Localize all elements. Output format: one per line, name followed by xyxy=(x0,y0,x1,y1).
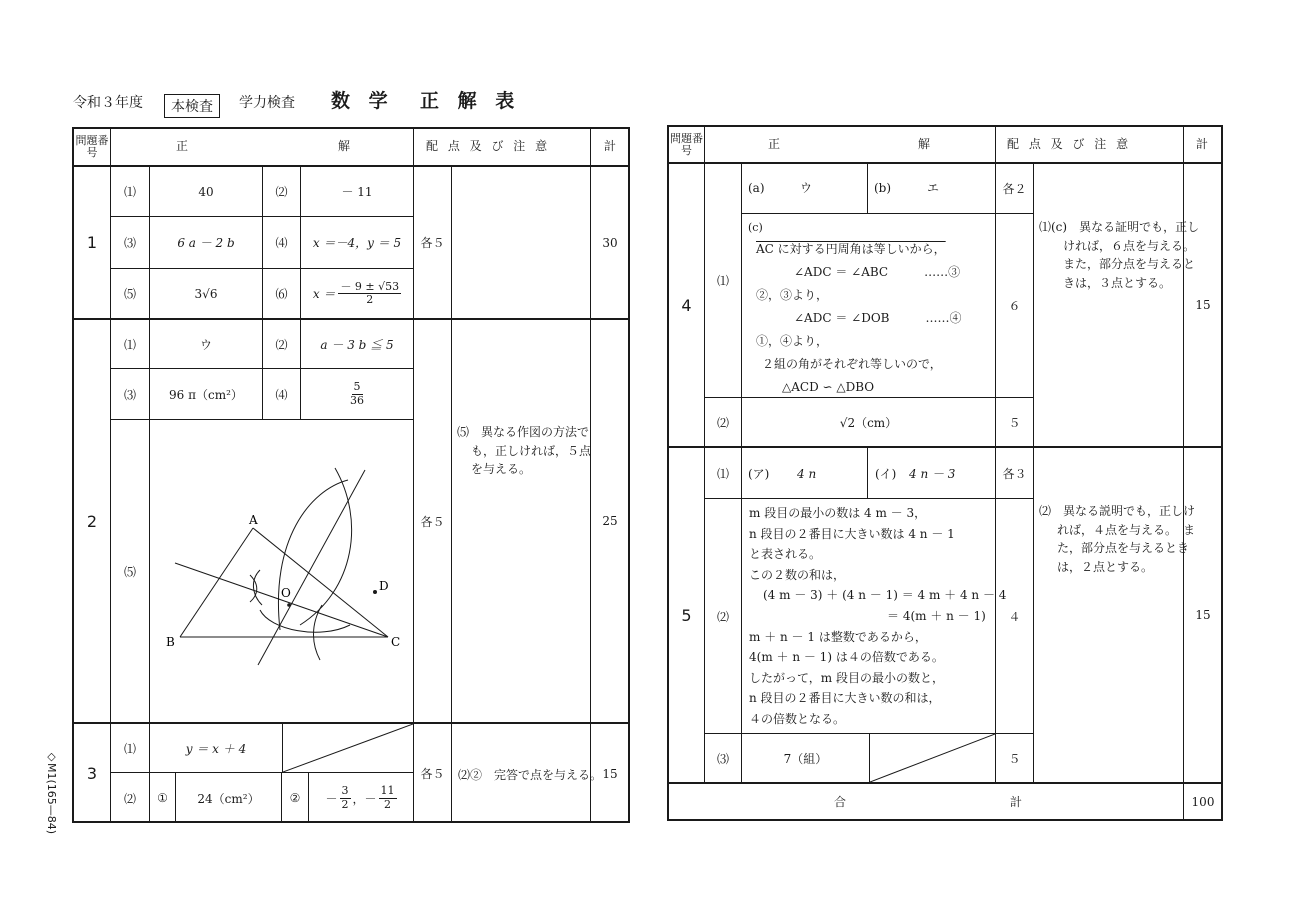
q2-2-answer: a － 3 b ≦ 5 xyxy=(320,337,394,352)
q4-1-label: ⑴ xyxy=(716,274,729,288)
q4-2-label: ⑵ xyxy=(716,415,729,430)
q3-note: ⑵② 完答で点を与える。 xyxy=(458,768,603,782)
q1-4-answer: x ＝－4，y ＝ 5 xyxy=(312,236,402,250)
exam-year: 令和３年度 xyxy=(73,95,143,111)
exam-type-box: 本検査 xyxy=(164,94,220,118)
q2-4-answer xyxy=(301,369,413,419)
q5-proof-line-6: ＝ 4(m ＋ n － 1) xyxy=(887,608,986,623)
q2-2-label: ⑵ xyxy=(275,337,288,352)
q3-1-answer: y ＝ x ＋ 4 xyxy=(185,741,247,756)
q5-proof-line-11: ４の倍数となる。 xyxy=(749,711,846,726)
q4-proof-line-4: ∠ADC ＝ ∠DOB ……④ xyxy=(794,311,962,325)
q2-1-label: ⑴ xyxy=(123,337,136,352)
q1-2-label: ⑵ xyxy=(275,185,288,199)
arc-small-2 xyxy=(253,570,262,605)
q1-6-prefix: x ＝ xyxy=(312,287,336,301)
q2-1-answer: ウ xyxy=(199,337,212,352)
q3-2-1-answer: 24（cm²） xyxy=(197,791,260,806)
q4-proof-line-6: ２組の角がそれぞれ等しいので， xyxy=(762,357,942,371)
q1-6-denominator: 2 xyxy=(366,293,374,306)
label-c: C xyxy=(391,635,401,649)
header-total-right: 計 xyxy=(1196,137,1209,151)
sum-label-left: 合 xyxy=(834,795,847,809)
q3-number: 3 xyxy=(86,764,98,783)
q1-1-label: ⑴ xyxy=(123,185,136,199)
header-points: 配 点 及 び 注 意 xyxy=(426,139,551,153)
q2-note: ⑸ 異なる作図の方法でも，正しければ，５点を与える。 xyxy=(457,425,592,477)
q4-proof-line-2: ∠ADC ＝ ∠ABC ……③ xyxy=(794,265,961,279)
q5-proof-line-8: 4(m ＋ n － 1) は４の倍数である。 xyxy=(749,650,944,665)
q5-1b-label: (イ) xyxy=(875,467,897,481)
q4-1c-points: ６ xyxy=(1008,299,1021,313)
q2-4-numerator: 5 xyxy=(353,380,361,394)
q3-frac2-den: 2 xyxy=(384,797,392,811)
q5-2-points: ４ xyxy=(1008,609,1021,624)
answer-sheet-title: 正 解 表 xyxy=(420,90,521,112)
q5-number: 5 xyxy=(681,605,692,625)
q4-1b-answer: エ xyxy=(927,181,940,195)
q1-1-answer: 40 xyxy=(198,184,214,199)
header-points-right: 配 点 及 び 注 意 xyxy=(1007,137,1132,151)
header-number: 問題番号 xyxy=(75,134,109,159)
q1-points: 各５ xyxy=(420,236,445,250)
header-total: 計 xyxy=(604,139,617,153)
q3-diagonal-slash xyxy=(283,724,413,772)
q1-5-label: ⑸ xyxy=(123,287,136,301)
q5-proof-line-5: (4 m － 3) ＋ (4 n － 1) ＝ 4 m ＋ 4 n － 4 xyxy=(763,588,1007,603)
header-answer-left: 正 xyxy=(176,139,189,153)
q4-2-answer: √2（cm） xyxy=(839,415,898,430)
q5-1-points: 各３ xyxy=(1002,466,1027,481)
header-answer-right-right: 解 xyxy=(918,137,931,151)
q4-proof-line-5: ①，④より， xyxy=(756,334,829,348)
q5-proof-line-2: n 段目の２番目に大きい数は 4 n － 1 xyxy=(749,526,955,541)
q3-1-label: ⑴ xyxy=(123,741,136,756)
subject-title: 数 学 xyxy=(331,90,394,112)
q5-3-answer: 7（組） xyxy=(783,751,828,766)
q4-1c-label: (c) xyxy=(748,221,763,234)
arc-left xyxy=(278,480,348,630)
q2-number: 2 xyxy=(86,511,98,531)
side-code: ◇M1(165—84) xyxy=(45,750,58,835)
q5-note: ⑵ 異なる説明でも，正しければ，４点を与える。 また，部分点を与えるときは，２点とする。 xyxy=(1039,504,1196,574)
q2-4-denominator: 36 xyxy=(350,393,364,407)
point-o xyxy=(287,603,291,607)
header-answer-left-right: 正 xyxy=(768,137,781,151)
q4-total: 15 xyxy=(1195,298,1211,312)
q4-2-points: ５ xyxy=(1008,415,1021,430)
label-d: D xyxy=(379,579,389,593)
q1-2-answer: － 11 xyxy=(341,185,373,199)
q5-3-label: ⑶ xyxy=(716,751,729,766)
side-ab xyxy=(180,528,253,637)
side-ac xyxy=(253,528,388,637)
q5-proof-line-3: と表される。 xyxy=(749,547,822,562)
perpendicular-bisector-line xyxy=(258,470,365,665)
q2-3-label: ⑶ xyxy=(123,387,136,402)
q5-diagonal-slash xyxy=(870,734,995,782)
q4-proof-line-1: AC に対する円周角は等しいから， xyxy=(756,242,946,256)
q5-3-points: ５ xyxy=(1008,751,1021,766)
q4-proof-line-3: ②，③より， xyxy=(756,288,829,302)
q3-2-label: ⑵ xyxy=(123,791,136,806)
q1-4-label: ⑷ xyxy=(275,236,288,250)
q1-6-answer xyxy=(301,269,413,318)
q5-2-label: ⑵ xyxy=(716,609,729,624)
q3-2-2-answer: － $\frac{3}{2}$ ，－ $\frac{11}{2}$ xyxy=(325,784,395,811)
exam-label: 学力検査 xyxy=(239,95,295,111)
q4-1a-answer: ウ xyxy=(800,181,813,195)
sum-label-right: 計 xyxy=(1010,795,1023,809)
q5-proof-line-9: したがって，m 段目の最小の数と， xyxy=(749,670,944,685)
q4-note: ⑴(c) 異なる証明でも，正しければ，６点を与える。 また，部分点を与えるときは，３点とする。 xyxy=(1039,220,1202,290)
q5-proof-line-1: m 段目の最小の数は 4 m － 3， xyxy=(749,506,927,520)
q5-1-label: ⑴ xyxy=(716,466,729,481)
construction-figure xyxy=(150,420,413,722)
label-a: A xyxy=(249,513,258,527)
q3-2-1-label: ① xyxy=(157,791,168,805)
q3-points: 各５ xyxy=(420,767,445,781)
q2-5-label: ⑸ xyxy=(123,564,136,579)
q2-points: 各５ xyxy=(420,514,445,529)
q1-5-answer: 3√6 xyxy=(194,286,218,301)
q1-number: 1 xyxy=(86,233,98,252)
grand-total: 100 xyxy=(1191,795,1215,809)
q5-1b-answer: 4 n － 3 xyxy=(909,467,956,481)
q2-4-label: ⑷ xyxy=(275,387,288,402)
q4-1ab-points: 各２ xyxy=(1002,182,1027,196)
point-d xyxy=(373,590,377,594)
q3-total: 15 xyxy=(602,766,618,781)
q2-3-answer: 96 π（cm²） xyxy=(169,387,243,402)
q2-total: 25 xyxy=(602,514,618,528)
q1-6-numerator: － 9 ± √53 xyxy=(340,279,400,293)
q5-proof xyxy=(749,503,1006,730)
q1-6-label: ⑹ xyxy=(275,287,288,301)
q3-2-2-label: ② xyxy=(289,791,301,805)
q1-total: 30 xyxy=(602,235,618,250)
q4-proof xyxy=(756,238,962,399)
header-number-right: 問題番号 xyxy=(670,131,703,157)
header-answer-right: 解 xyxy=(338,139,351,153)
q4-number: 4 xyxy=(681,295,692,315)
q5-proof-line-4: この２数の和は， xyxy=(749,567,846,582)
q5-1a-answer: 4 n xyxy=(797,467,817,481)
q1-3-answer: 6 a － 2 b xyxy=(177,236,235,250)
q4-proof-line-7: △ACD ∽ △DBO xyxy=(782,380,875,394)
q3-frac2-num: 11 xyxy=(380,784,395,798)
q4-1a-label: (a) xyxy=(748,181,765,195)
q1-3-label: ⑶ xyxy=(123,236,136,250)
q5-total: 15 xyxy=(1195,608,1211,622)
q5-1a-label: (ア) xyxy=(748,467,770,481)
q4-1b-label: (b) xyxy=(874,181,892,195)
label-b: B xyxy=(166,635,175,649)
q5-proof-line-7: m ＋ n － 1 は整数であるから， xyxy=(749,629,927,644)
q3-frac1-num: 3 xyxy=(341,784,349,798)
label-o: O xyxy=(281,586,291,600)
q3-frac1-den: 2 xyxy=(341,797,349,811)
q5-proof-line-10: n 段目の２番目に大きい数の和は， xyxy=(749,691,941,706)
